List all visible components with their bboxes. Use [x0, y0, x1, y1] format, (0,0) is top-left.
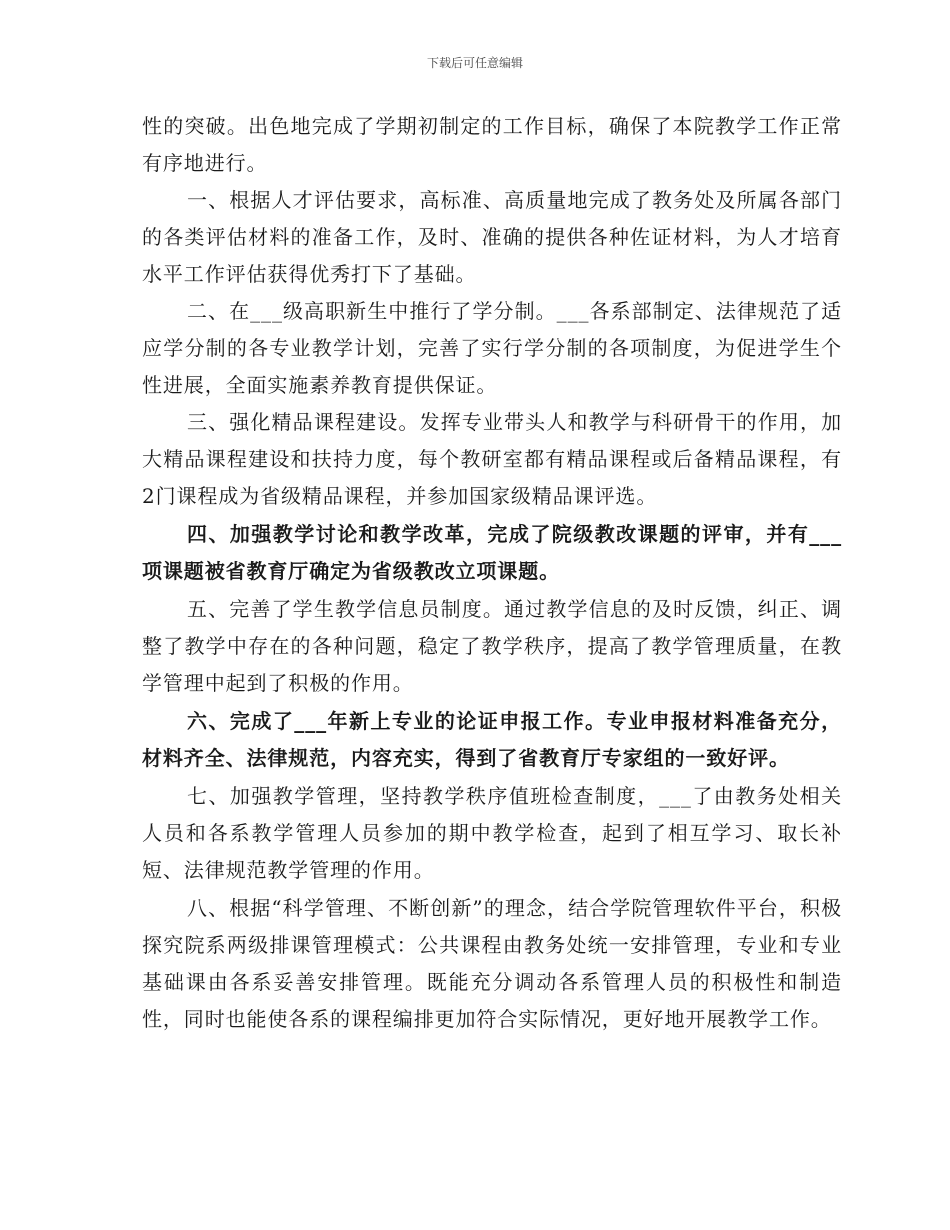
document-body — [142, 108, 842, 1038]
paragraph-item-5: 五、完善了学生教学信息员制度。通过教学信息的及时反馈，纠正、调整了教学中存在的各种问题，稳定了教学秩序，提高了教学管理质量，在教学管理中起到了积极的作用。 — [142, 597, 842, 695]
paragraph-item-3: 三、强化精品课程建设。发挥专业带头人和教学与科研骨干的作用，加大精品课程建设和扶持力度，每个教研室都有精品课程或后备精品课程，有2门课程成为省级精品课程，并参加国家级精品课评选。 — [142, 410, 842, 508]
paragraph-item-1: 一、根据人才评估要求，高标准、高质量地完成了教务处及所属各部门的各类评估材料的准备工作，及时、准确的提供各种佐证材料，为人才培育水平工作评估获得优秀打下了基础。 — [142, 188, 842, 286]
paragraph-intro: 性的突破。出色地完成了学期初制定的工作目标，确保了本院教学工作正常有序地进行。 — [142, 114, 842, 175]
paragraph-item-7: 七、加强教学管理，坚持教学秩序值班检查制度，___了由教务处相关人员和各系教学管理人员参加的期中教学检查，起到了相互学习、取长补短、法律规范教学管理的作用。 — [142, 784, 842, 882]
page-header-note: 下载后可任意编辑 — [426, 56, 523, 70]
paragraph-item-8: 八、根据“科学管理、不断创新”的理念，结合学院管理软件平台，积极探究院系两级排课管理模式：公共课程由教务处统一安排管理，专业和专业基础课由各系妥善安排管理。既能充分调动各系管理人员的积极性和制造性，同时也能使各系的课程编排更加符合实际情况，更好地开展教学工作。 — [142, 896, 842, 1031]
paragraph-item-2: 二、在___级高职新生中推行了学分制。___各系部制定、法律规范了适应学分制的各专业教学计划，完善了实行学分制的各项制度，为促进学生个性进展，全面实施素养教育提供保证。 — [142, 299, 842, 397]
paragraph-item-4: 四、加强教学讨论和教学改革，完成了院级教改课题的评审，并有___项课题被省教育厅确定为省级教改立项课题。 — [142, 522, 842, 583]
paragraph-item-6: 六、完成了___年新上专业的论证申报工作。专业申报材料准备充分，材料齐全、法律规范，内容充实，得到了省教育厅专家组的一致好评。 — [142, 709, 842, 770]
